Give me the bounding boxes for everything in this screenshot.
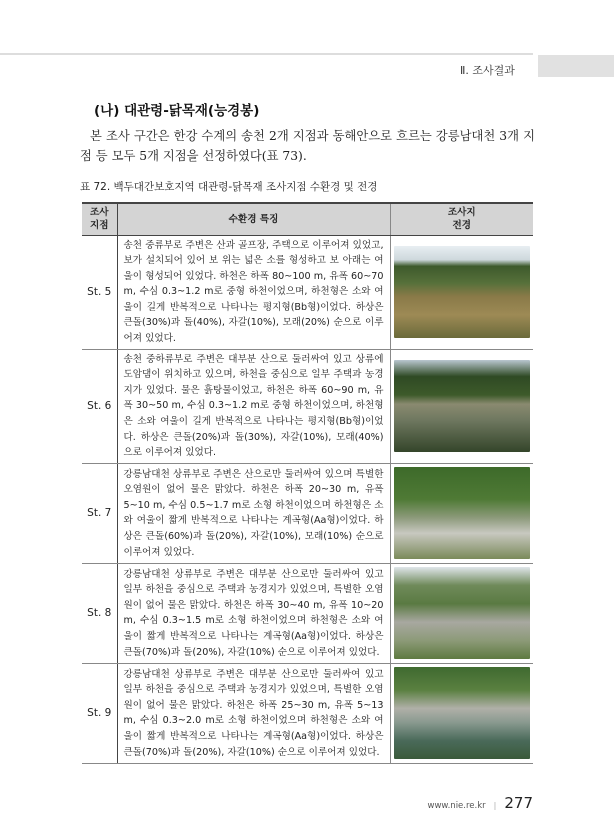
footer-url: www.nie.re.kr [427, 800, 486, 811]
site-description: 송천 중류부로 주변은 산과 골프장, 주택으로 이루어져 있었고, 보가 설치되어 있어 보 위는 넓은 소를 형성하고 보 아래는 여울이 형성되어 있었다. 하천은 하폭 80~100 m, 유폭 60~70 m, 수심 0.3~1.2 m로 중형 하천이었으며, 하천형은 소와 여울이 길게 반복적으로 나타나는 평지형(Bb형)이었다. 하상은 큰돌(30%)과 돌(40%), 자갈(10%), 모래(20%) 순으로 이루어져 있었다. [117, 235, 390, 349]
header-photo: 조사지 전경 [390, 203, 533, 235]
table-row [82, 235, 533, 349]
page-footer [80, 794, 535, 832]
site-photo [394, 667, 530, 759]
header-tab-block [538, 55, 614, 77]
site-description: 강릉남대천 상류부로 주변은 대부분 산으로만 둘러싸여 있고 일부 하천을 중심으로 주택과 농경지가 있었으며, 특별한 오염원이 없어 물은 맑았다. 하천은 하폭 25~30 m, 유폭 5~13 m, 수심 0.3~2.0 m로 소형 하천이었으며 하천형은 소와 여울이 짧게 반복적으로 나타나는 계곡형(Aa형)이었다. 하상은 큰돌(70%)과 돌(20%), 자갈(10%) 순으로 이루어져 있었다. [117, 663, 390, 763]
site-id: St. 7 [82, 463, 117, 563]
header-site: 조사 지점 [82, 203, 117, 235]
site-photo [394, 246, 530, 338]
site-id: St. 9 [82, 663, 117, 763]
site-description: 강릉남대천 상류부로 주변은 대부분 산으로만 둘러싸여 있고 일부 하천을 중심으로 주택과 농경지가 있었으며, 특별한 오염원이 없어 물은 맑았다. 하천은 하폭 30~40 m, 유폭 10~20 m, 수심 0.3~1.5 m로 소형 하천이었으며 하천형은 소와 여울이 짧게 반복적으로 나타나는 계곡형(Aa형)이었다. 하상은 큰돌(70%)과 돌(20%), 자갈(10%) 순으로 이루어져 있었다. [117, 563, 390, 663]
page-number: 277 [504, 793, 533, 812]
site-photo [394, 360, 530, 452]
site-description: 강릉남대천 상류부로 주변은 산으로만 둘러싸여 있으며 특별한 오염원이 없어 물은 맑았다. 하천은 하폭 20~30 m, 유폭 5~10 m, 수심 0.5~1.7 m로 소형 하천이었으며 하천형은 소와 여울이 짧게 반복적으로 나타나는 계곡형(Aa형)이었다. 하상은 큰돌(60%)과 돌(20%), 자갈(10%), 모래(10%) 순으로 이루어져 있었다. [117, 463, 390, 563]
header-features: 수환경 특징 [117, 203, 390, 235]
footer-separator: | [493, 800, 497, 810]
table-caption: 표 72. 백두대간보호지역 대관령-닭목재 조사지점 수환경 및 전경 [80, 181, 378, 193]
site-photo [394, 567, 530, 659]
site-photo [394, 467, 530, 559]
site-table [82, 202, 533, 764]
site-id: St. 8 [82, 563, 117, 663]
page-content [80, 102, 535, 832]
chapter-label: Ⅱ. 조사결과 [460, 64, 515, 77]
table-row [82, 563, 533, 663]
table-row [82, 463, 533, 563]
table-row [82, 663, 533, 763]
header-rule [0, 53, 533, 55]
site-id: St. 5 [82, 235, 117, 349]
section-title: (나) 대관령-닭목재(능경봉) [94, 103, 260, 119]
site-description: 송천 중하류부로 주변은 대부분 산으로 둘러싸여 있고 상류에 도암댐이 위치하고 있으며, 하천을 중심으로 일부 주택과 농경지가 있었다. 물은 흙탕물이었고, 하천은 하폭 60~90 m, 유폭 30~50 m, 수심 0.3~1.2 m로 중형 하천이었으며, 하천형은 소와 여울이 길게 반복적으로 나타나는 평지형(Bb형)이었다. 하상은 큰돌(20%)과 돌(30%), 자갈(10%), 모래(40%)으로 이루어져 있었다. [117, 349, 390, 463]
table-row [82, 349, 533, 463]
section-paragraph: 본 조사 구간은 한강 수계의 송천 2개 지점과 동해안으로 흐르는 강릉남대천 3개 지점 등 모두 5개 지점을 선정하였다(표 73). [80, 129, 535, 163]
site-id: St. 6 [82, 349, 117, 463]
